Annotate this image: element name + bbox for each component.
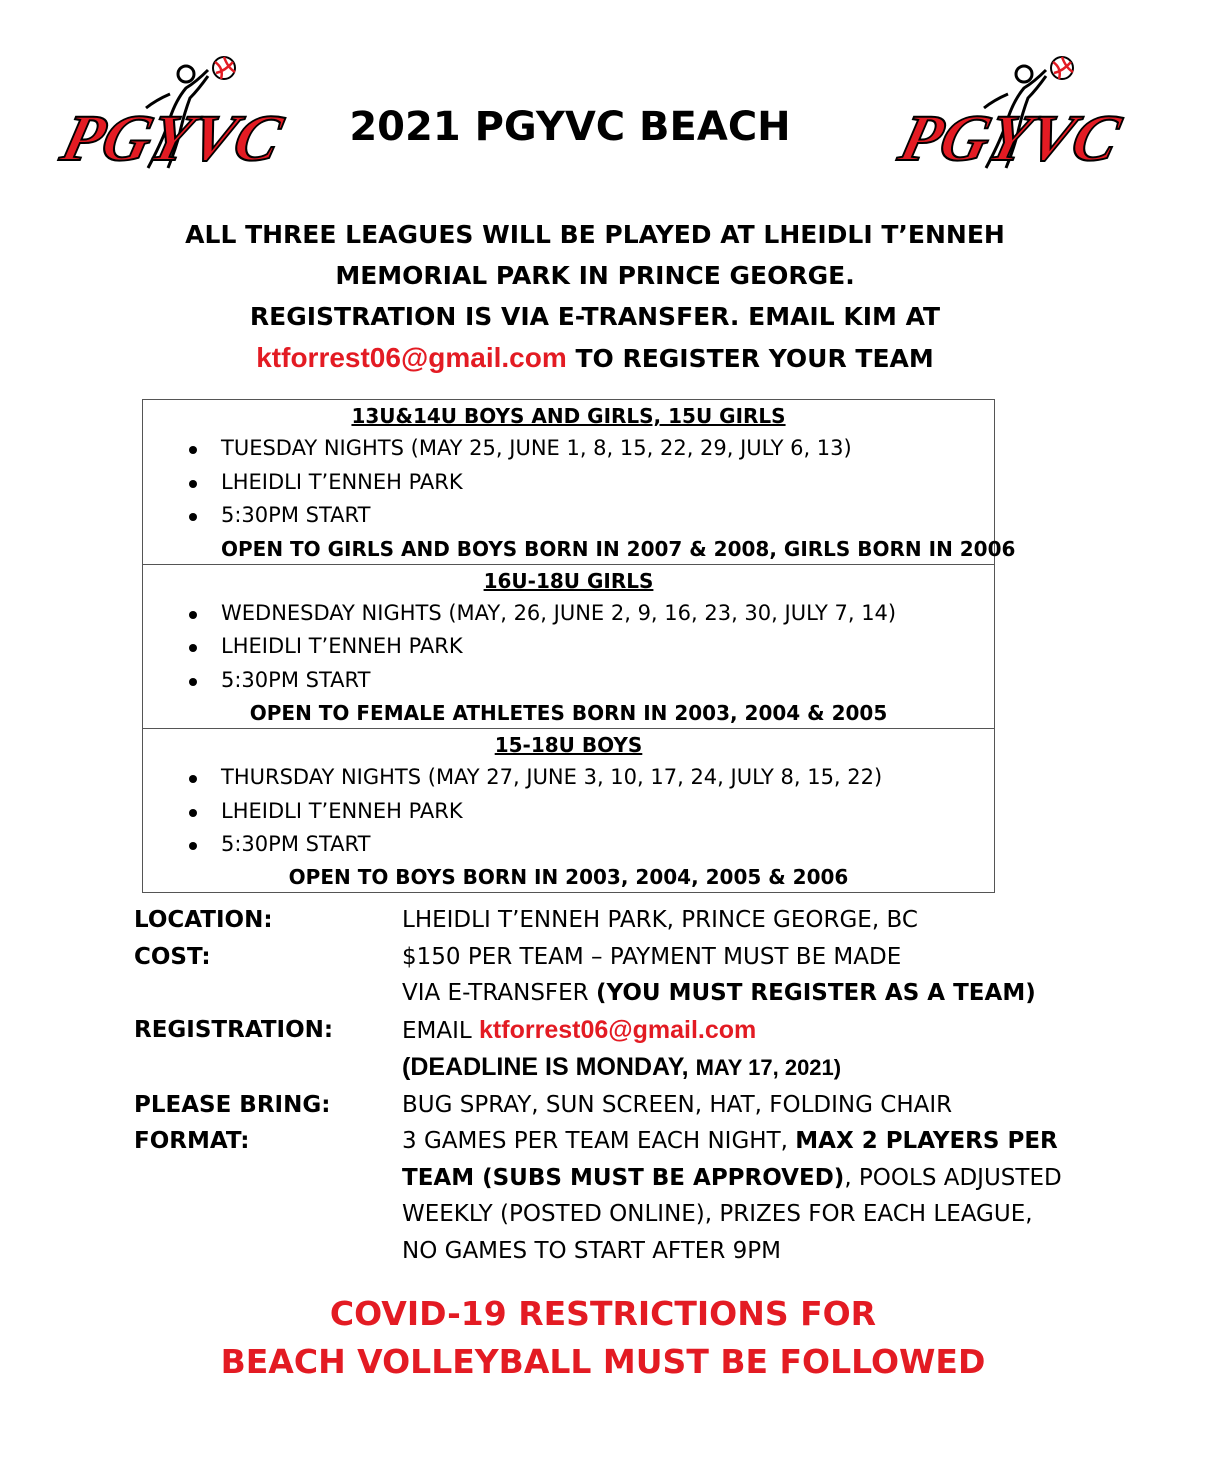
league-details [143, 761, 994, 862]
format-line-4: NO GAMES TO START AFTER 9PM [402, 1237, 781, 1264]
deadline-text [402, 1049, 1082, 1087]
cost-value [402, 939, 1082, 1012]
intro-line-2: MEMORIAL PARK IN PRINCE GEORGE. [335, 261, 855, 290]
league-eligibility: OPEN TO GIRLS AND BOYS BORN IN 2007 & 2008, GIRLS BORN IN 2006 [221, 536, 1016, 561]
cost-line-2-bold: (YOU MUST REGISTER AS A TEAM) [595, 980, 1036, 1006]
deadline-main: (DEADLINE IS MONDAY, [402, 1053, 689, 1081]
league-title: 16U-18U GIRLS [483, 568, 654, 593]
cost-line-2 [402, 975, 1082, 1012]
registration-line-1 [402, 1012, 1082, 1050]
intro-line-3: REGISTRATION IS VIA E-TRANSFER. EMAIL KIM AT [249, 302, 941, 331]
registration-value [402, 1012, 1082, 1087]
league-15-18u-boys [143, 729, 994, 892]
league-eligibility: OPEN TO FEMALE ATHLETES BORN IN 2003, 2004 & 2005 [249, 701, 888, 725]
location-label: LOCATION: [134, 907, 273, 933]
league-16u-18u-girls [143, 565, 994, 730]
logo-text: PGYVC [892, 101, 1127, 175]
format-value [402, 1123, 1082, 1269]
intro-text [0, 214, 1190, 379]
league-title: 13U&14U BOYS AND GIRLS, 15U GIRLS [351, 404, 786, 428]
league-eligibility: OPEN TO BOYS BORN IN 2003, 2004, 2005 & 2006 [288, 865, 849, 889]
leagues-table [142, 399, 1016, 893]
registration-row [134, 1012, 1094, 1087]
list-item: LHEIDLI T’ENNEH PARK [221, 795, 994, 829]
volleyball-icon [213, 57, 235, 79]
bring-value: BUG SPRAY, SUN SCREEN, HAT, FOLDING CHAIR [402, 1091, 953, 1118]
registration-email-link[interactable]: ktforrest06@gmail.com [479, 1015, 757, 1044]
list-item: TUESDAY NIGHTS (MAY 25, JUNE 1, 8, 15, 22, 29, JULY 6, 13) [221, 432, 994, 466]
league-13u-14u [143, 400, 1016, 565]
logo-text: PGYVC [54, 101, 289, 175]
cost-row [134, 939, 1094, 1012]
info-section [134, 902, 1094, 1269]
list-item: THURSDAY NIGHTS (MAY 27, JUNE 3, 10, 17, 24, JULY 8, 15, 22) [221, 761, 994, 795]
format-line-2 [402, 1160, 1082, 1197]
bring-label: PLEASE BRING: [134, 1091, 331, 1118]
list-item: 5:30PM START [221, 499, 994, 533]
intro-email-link[interactable]: ktforrest06@gmail.com [256, 342, 567, 373]
cost-line-1: $150 PER TEAM – PAYMENT MUST BE MADE [402, 943, 902, 970]
format-line-1 [402, 1123, 1082, 1160]
format-bold-1: MAX 2 PLAYERS PER [795, 1128, 1058, 1154]
intro-line-4-suffix: TO REGISTER YOUR TEAM [575, 344, 934, 373]
registration-prefix: EMAIL [402, 1017, 472, 1044]
league-details [143, 597, 994, 698]
format-bold-2: TEAM (SUBS MUST BE APPROVED) [402, 1164, 845, 1191]
cost-line-2-prefix: VIA E-TRANSFER [402, 980, 589, 1006]
covid-line-1: COVID-19 RESTRICTIONS FOR [329, 1294, 877, 1333]
volleyball-icon [1051, 57, 1073, 79]
bring-row [134, 1087, 1094, 1124]
league-details [143, 432, 994, 533]
league-title: 15-18U BOYS [494, 733, 643, 757]
format-part-2: , POOLS ADJUSTED [844, 1164, 1062, 1191]
format-part-1: 3 GAMES PER TEAM EACH NIGHT, [402, 1128, 788, 1154]
format-line-3: WEEKLY (POSTED ONLINE), PRIZES FOR EACH LEAGUE, [402, 1201, 1033, 1227]
covid-line-2: BEACH VOLLEYBALL MUST BE FOLLOWED [220, 1342, 986, 1381]
intro-line-4 [0, 337, 1190, 379]
format-row [134, 1123, 1094, 1269]
list-item: 5:30PM START [221, 664, 994, 698]
list-item: WEDNESDAY NIGHTS (MAY, 26, JUNE 2, 9, 16, 23, 30, JULY 7, 14) [221, 597, 994, 631]
location-value: LHEIDLI T’ENNEH PARK, PRINCE GEORGE, BC [402, 907, 918, 933]
location-row [134, 902, 1094, 939]
covid-notice [0, 1290, 1206, 1386]
format-label: FORMAT: [134, 1128, 250, 1154]
page-title: 2021 PGYVC BEACH [349, 104, 791, 150]
intro-line-1: ALL THREE LEAGUES WILL BE PLAYED AT LHEIDLI T’ENNEH [185, 220, 1005, 249]
registration-label: REGISTRATION: [134, 1016, 334, 1043]
deadline-date: MAY 17, 2021) [695, 1055, 842, 1080]
list-item: 5:30PM START [221, 828, 994, 862]
list-item: LHEIDLI T’ENNEH PARK [221, 630, 994, 664]
list-item: LHEIDLI T’ENNEH PARK [221, 466, 994, 500]
cost-label: COST: [134, 943, 211, 970]
